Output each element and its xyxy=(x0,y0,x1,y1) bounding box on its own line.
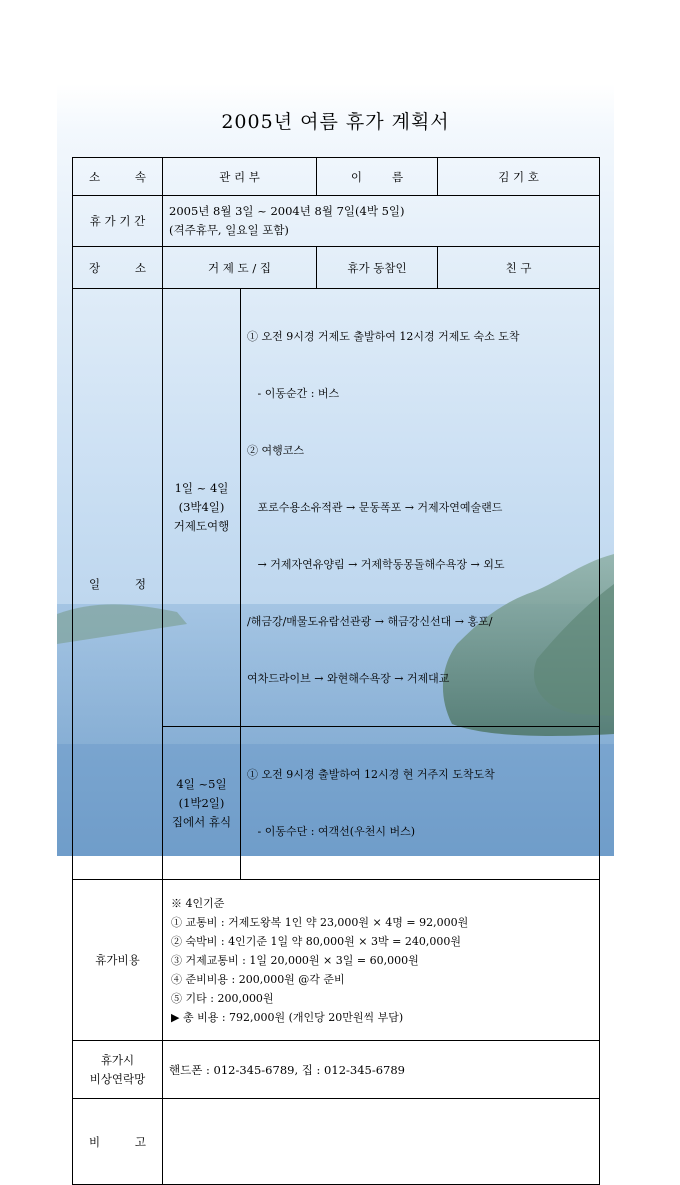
vacation-plan-form xyxy=(72,157,600,1185)
row-contact xyxy=(73,1041,600,1099)
companion-label: 휴가 동참인 xyxy=(317,247,438,289)
cost-details: ※ 4인기준 ① 교통비 : 거제도왕복 1인 약 23,000원 × 4명 = 92,000원 ② 숙박비 : 4인기준 1일 약 80,000원 × 3박 = 240,000원 ③ 거제교통비 : 1일 20,000원 × 3일 = 60,000원 ④ 준비비용 : 200,000원 @각 준비 ⑤ 기타 : 200,000원 ▶ 총 비용 : 792,000원 (개인당 20만원씩 부담) xyxy=(163,880,600,1041)
row-period xyxy=(73,196,600,247)
name-value: 김 기 호 xyxy=(438,158,600,196)
remarks-value[interactable] xyxy=(163,1099,600,1185)
period-note: (격주휴무, 일요일 포함) xyxy=(169,223,289,237)
period-value xyxy=(163,196,600,247)
schedule-part1-period: 1일 ~ 4일 (3박4일) 거제도여행 xyxy=(163,289,241,727)
contact-value: 핸드폰 : 012-345-6789, 집 : 012-345-6789 xyxy=(163,1041,600,1099)
cost-label: 휴가비용 xyxy=(73,880,163,1041)
schedule-part2-period: 4일 ~5일 (1박2일) 집에서 휴식 xyxy=(163,727,241,880)
schedule-label: 일 정 xyxy=(73,289,163,880)
row-schedule-1 xyxy=(73,289,600,727)
row-remarks xyxy=(73,1099,600,1185)
row-place xyxy=(73,247,600,289)
period-dates: 2005년 8월 3일 ~ 2004년 8월 7일(4박 5일) xyxy=(169,204,405,218)
affiliation-value: 관 리 부 xyxy=(163,158,317,196)
place-label: 장 소 xyxy=(73,247,163,289)
schedule-part2-details: ① 오전 9시경 출발하여 12시경 현 거주지 도착도착 - 이동수단 : 여객선(우천시 버스) xyxy=(241,727,600,880)
place-value: 거 제 도 / 집 xyxy=(163,247,317,289)
page-title: 2005년 여름 휴가 계획서 xyxy=(221,111,450,133)
name-label: 이 름 xyxy=(317,158,438,196)
period-label: 휴 가 기 간 xyxy=(73,196,163,247)
contact-label: 휴가시 비상연락망 xyxy=(73,1041,163,1099)
remarks-label: 비 고 xyxy=(73,1099,163,1185)
row-cost xyxy=(73,880,600,1041)
row-affiliation xyxy=(73,158,600,196)
companion-value: 친 구 xyxy=(438,247,600,289)
schedule-part1-details: ① 오전 9시경 거제도 출발하여 12시경 거제도 숙소 도착 - 이동순간 : 버스 ② 여행코스 포로수용소유적관 → 문동폭포 → 거제자연예술랜드 → 거제자연유양림 → 거제학동몽돌해수욕장 → 외도 /해금강/매물도유람선관광 → 해금강신선대 → 홍포/ 여차드라이브 → 와현해수욕장 → 거제대교 xyxy=(241,289,600,727)
affiliation-label: 소 속 xyxy=(73,158,163,196)
